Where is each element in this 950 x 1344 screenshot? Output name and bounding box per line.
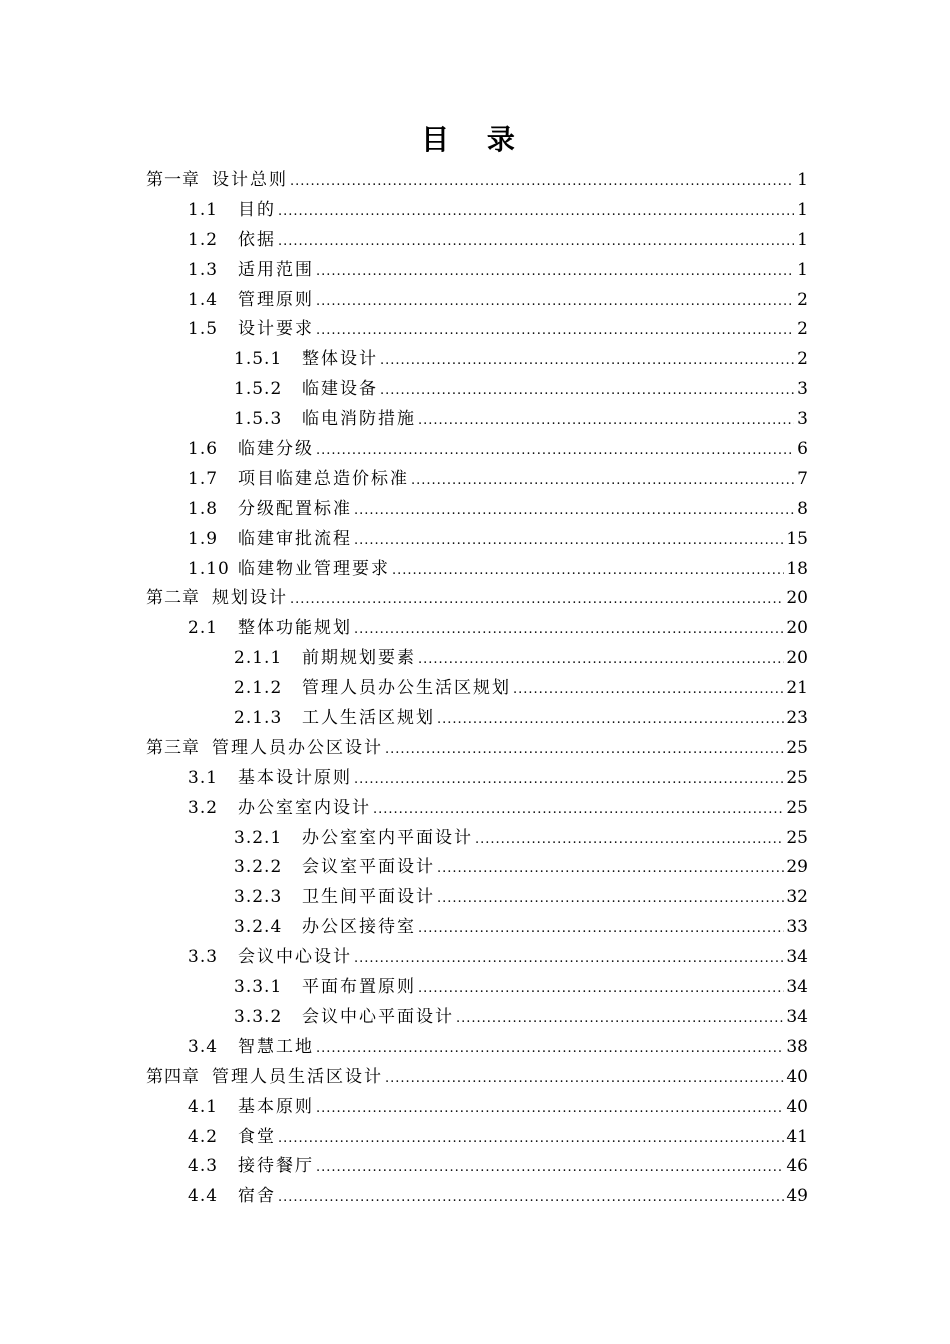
toc-page-number: 1 (797, 259, 808, 280)
toc-page-number: 29 (786, 857, 808, 878)
toc-entry-title: 临建物业管理要求 (238, 558, 390, 579)
toc-entry-number: 第四章 (146, 1066, 200, 1087)
toc-entry-title: 整体功能规划 (238, 618, 352, 639)
toc-entry-title: 设计要求 (238, 319, 314, 340)
toc-entry-title: 会议室平面设计 (302, 857, 435, 878)
toc-entry-number: 1.7 (188, 468, 219, 489)
toc-entry[interactable] (146, 764, 808, 794)
toc-entry-title: 分级配置标准 (238, 498, 352, 519)
toc-entry-number: 第一章 (146, 170, 200, 190)
toc-entry-number: 2.1.2 (234, 678, 283, 699)
toc-entry-title: 管理人员生活区设计 (212, 1066, 383, 1087)
toc-entry[interactable] (146, 1182, 808, 1212)
toc-entry-number: 1.5 (188, 319, 219, 340)
toc-entry-number: 2.1.1 (234, 648, 283, 669)
toc-entry[interactable] (146, 345, 808, 375)
toc-page-number: 40 (786, 1096, 808, 1117)
toc-entry[interactable] (146, 435, 808, 465)
toc-entry-number: 1.2 (188, 229, 219, 250)
toc-entry-title: 临建分级 (238, 439, 314, 460)
toc-entry-title: 食堂 (238, 1126, 276, 1147)
toc-page-number: 20 (786, 618, 808, 639)
toc-entry-number: 3.4 (188, 1036, 219, 1057)
toc-entry-number: 4.3 (188, 1156, 219, 1177)
toc-leader-dots (354, 526, 784, 556)
toc-page-number: 34 (786, 1006, 808, 1027)
toc-page-number: 2 (797, 349, 808, 370)
toc-page-number: 20 (786, 648, 808, 669)
toc-entry-number: 1.4 (188, 289, 219, 310)
toc-entry-number: 3.2 (188, 797, 219, 818)
toc-entry[interactable] (146, 1063, 808, 1093)
toc-page-number: 2 (797, 289, 808, 310)
toc-entry-title: 依据 (238, 229, 276, 250)
toc-leader-dots (513, 675, 784, 705)
toc-entry-number: 1.5.3 (234, 409, 283, 430)
toc-entry-number: 4.4 (188, 1186, 219, 1207)
toc-entry[interactable] (146, 824, 808, 854)
toc-page-number: 25 (786, 827, 808, 848)
toc-entry-number: 1.5.1 (234, 349, 283, 370)
toc-page-number: 18 (786, 558, 808, 579)
toc-page-number: 41 (786, 1126, 808, 1147)
toc-page-number: 2 (797, 319, 808, 340)
toc-page-number: 20 (786, 588, 808, 609)
toc-entry-number: 1.10 (188, 558, 230, 579)
toc-entry-number: 4.1 (188, 1096, 219, 1117)
toc-leader-dots (456, 1004, 784, 1034)
toc-entry-title: 临电消防措施 (302, 409, 416, 430)
toc-entry-number: 第二章 (146, 588, 200, 609)
toc-entry-title: 项目临建总造价标准 (238, 468, 409, 489)
toc-entry-number: 1.8 (188, 498, 219, 519)
toc-entry-title: 适用范围 (238, 259, 314, 280)
toc-leader-dots (316, 257, 794, 287)
toc-entry[interactable] (146, 555, 808, 585)
toc-page-number: 34 (786, 947, 808, 968)
toc-entry-number: 3.3.2 (234, 1006, 283, 1027)
toc-leader-dots (373, 795, 784, 825)
toc-entry-title: 办公室室内设计 (238, 797, 371, 818)
toc-leader-dots (475, 825, 784, 855)
toc-leader-dots (418, 974, 784, 1004)
toc-page-number: 25 (786, 767, 808, 788)
toc-entry-number: 3.2.2 (234, 857, 283, 878)
toc-entry-number: 1.1 (188, 199, 219, 220)
toc-page-number: 7 (797, 468, 808, 489)
toc-leader-dots (354, 765, 784, 795)
toc-page-number: 8 (797, 498, 808, 519)
toc-entry[interactable] (146, 286, 808, 316)
toc-entry-title: 办公区接待室 (302, 917, 416, 938)
toc-entry-title: 管理人员办公区设计 (212, 737, 383, 758)
toc-page-number: 32 (786, 887, 808, 908)
toc-page-number: 3 (797, 379, 808, 400)
toc-entry-title: 管理人员办公生活区规划 (302, 678, 511, 699)
toc-entry[interactable] (146, 614, 808, 644)
toc-page-number: 1 (797, 199, 808, 220)
toc-entry-title: 目的 (238, 199, 276, 220)
toc-entry[interactable] (146, 525, 808, 555)
toc-entry[interactable] (146, 226, 808, 256)
toc-entry[interactable] (146, 734, 808, 764)
toc-entry-number: 1.3 (188, 259, 219, 280)
toc-entry[interactable] (146, 584, 808, 614)
toc-entry-number: 2.1.3 (234, 708, 283, 729)
toc-entry-number: 第三章 (146, 737, 200, 758)
toc-page-number: 25 (786, 737, 808, 758)
toc-page-number: 34 (786, 977, 808, 998)
toc-title: 目 录 (421, 123, 529, 156)
toc-entry[interactable] (146, 196, 808, 226)
toc-entry-title: 平面布置原则 (302, 977, 416, 998)
toc-page-number: 6 (797, 439, 808, 460)
toc-entry[interactable] (146, 1003, 808, 1033)
toc-leader-dots (278, 1183, 784, 1213)
toc-entry-number: 1.6 (188, 439, 219, 460)
toc-entry-title: 基本原则 (238, 1096, 314, 1117)
toc-leader-dots (418, 914, 784, 944)
toc-entry-title: 临建审批流程 (238, 528, 352, 549)
toc-entry[interactable] (146, 704, 808, 734)
toc-page-number: 1 (797, 170, 808, 190)
toc-page-number: 23 (786, 708, 808, 729)
toc-page-number: 25 (786, 797, 808, 818)
toc-page-number: 3 (797, 409, 808, 430)
toc-leader-dots (418, 406, 794, 436)
toc-entry-number: 3.2.4 (234, 917, 283, 938)
toc-entry[interactable] (146, 315, 808, 345)
toc-leader-dots (385, 1064, 784, 1094)
toc-leader-dots (411, 466, 794, 496)
toc-entry-title: 会议中心平面设计 (302, 1006, 454, 1027)
toc-entry[interactable] (146, 943, 808, 973)
toc-entry[interactable] (146, 1033, 808, 1063)
toc-entry[interactable] (146, 1152, 808, 1182)
toc-entry[interactable] (146, 166, 808, 196)
toc-entry-title: 智慧工地 (238, 1036, 314, 1057)
toc-entry[interactable] (146, 913, 808, 943)
toc-entry-title: 前期规划要素 (302, 648, 416, 669)
toc-entry-number: 2.1 (188, 618, 219, 639)
toc-entry-number: 4.2 (188, 1126, 219, 1147)
toc-leader-dots (290, 167, 794, 197)
toc-entry-title: 临建设备 (302, 379, 378, 400)
toc-leader-dots (354, 944, 784, 974)
toc-leader-dots (316, 436, 794, 466)
toc-entry[interactable] (146, 256, 808, 286)
toc-entry[interactable] (146, 853, 808, 883)
toc-leader-dots (278, 197, 794, 227)
toc-leader-dots (290, 585, 784, 615)
toc-entry-title: 基本设计原则 (238, 767, 352, 788)
toc-entry-title: 规划设计 (212, 588, 288, 609)
toc-entry-title: 工人生活区规划 (302, 708, 435, 729)
toc-entry[interactable] (146, 883, 808, 913)
toc-entry-title: 设计总则 (212, 170, 288, 190)
toc-page-number: 1 (797, 229, 808, 250)
toc-entry[interactable] (146, 794, 808, 824)
toc-leader-dots (392, 556, 784, 586)
toc-page-number: 46 (786, 1156, 808, 1177)
toc-page-number: 15 (786, 528, 808, 549)
toc-entry-number: 3.3.1 (234, 977, 283, 998)
toc-leader-dots (380, 376, 794, 406)
toc-page-number: 33 (786, 917, 808, 938)
toc-entry-number: 1.9 (188, 528, 219, 549)
toc-entry-title: 会议中心设计 (238, 947, 352, 968)
toc-leader-dots (316, 1153, 784, 1183)
toc-entry-title: 卫生间平面设计 (302, 887, 435, 908)
toc-entry[interactable] (146, 1123, 808, 1153)
toc-leader-dots (316, 287, 794, 317)
toc-page-number: 38 (786, 1036, 808, 1057)
toc-entry[interactable] (146, 465, 808, 495)
toc-entry[interactable] (146, 1093, 808, 1123)
toc-entry[interactable] (146, 674, 808, 704)
toc-entry-number: 1.5.2 (234, 379, 283, 400)
toc-leader-dots (385, 735, 784, 765)
toc-entry[interactable] (146, 375, 808, 405)
toc-entry-title: 整体设计 (302, 349, 378, 370)
toc-leader-dots (278, 227, 794, 257)
toc-entry-title: 管理原则 (238, 289, 314, 310)
toc-entry-title: 接待餐厅 (238, 1156, 314, 1177)
toc-entry-number: 3.2.1 (234, 827, 283, 848)
toc-leader-dots (278, 1124, 784, 1154)
toc-entry[interactable] (146, 973, 808, 1003)
toc-page-number: 49 (786, 1186, 808, 1207)
toc-entry[interactable] (146, 405, 808, 435)
toc-entry-number: 3.1 (188, 767, 219, 788)
toc-entry-number: 3.2.3 (234, 887, 283, 908)
toc-page-number: 21 (786, 678, 808, 699)
toc-leader-dots (316, 1094, 784, 1124)
toc-page-number: 40 (786, 1066, 808, 1087)
toc-leader-dots (354, 615, 784, 645)
toc-entry-title: 办公室室内平面设计 (302, 827, 473, 848)
toc-leader-dots (316, 1034, 784, 1064)
toc-entry-number: 3.3 (188, 947, 219, 968)
toc-leader-dots (354, 496, 794, 526)
toc-entry[interactable] (146, 495, 808, 525)
toc-leader-dots (380, 346, 794, 376)
toc-leader-dots (437, 705, 784, 735)
toc-entry[interactable] (146, 644, 808, 674)
toc-entry-title: 宿舍 (238, 1186, 276, 1207)
toc-leader-dots (418, 645, 784, 675)
toc-leader-dots (316, 316, 794, 346)
toc-leader-dots (437, 884, 784, 914)
toc-leader-dots (437, 854, 784, 884)
table-of-contents (146, 166, 808, 1212)
